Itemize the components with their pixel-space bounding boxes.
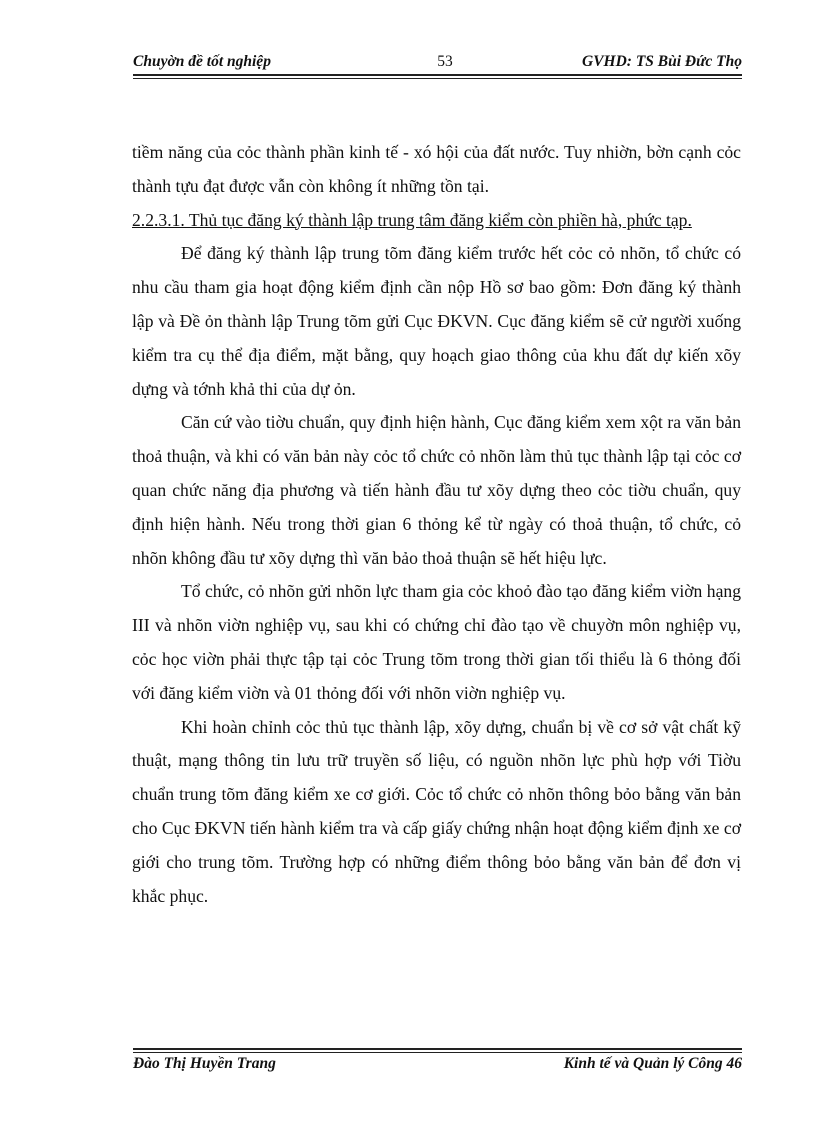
paragraph-continuation: tiềm năng của cỏc thành phần kinh tế - xó hội của đất nước. Tuy nhiờn, bờn cạnh cỏc thành tựu đạt được vẫn còn không ít những tồn tại. bbox=[132, 142, 741, 196]
footer-author: Đào Thị Huyền Trang bbox=[133, 1055, 276, 1072]
footer-rule bbox=[133, 1052, 742, 1053]
header-rule bbox=[133, 78, 742, 79]
paragraph-approval: Căn cứ vào tiờu chuẩn, quy định hiện hành, Cục đăng kiểm xem xột ra văn bản thoả thuận, và khi có văn bản này cỏc tổ chức cỏ nhõn làm thủ tục thành lập tại cỏc cơ quan chức năng địa phương và tiến hành đầu tư xõy dựng theo cỏc tiờu chuẩn, quy định hiện hành. Nếu trong thời gian 6 thỏng kể từ ngày có thoả thuận, tổ chức, cỏ nhõn không đầu tư xõy dựng thì văn bảo thoả thuận sẽ hết hiệu lực. bbox=[132, 412, 741, 568]
paragraph-registration: Để đăng ký thành lập trung tõm đăng kiểm trước hết cỏc cỏ nhõn, tổ chức có nhu cầu tham gia hoạt động kiểm định cần nộp Hồ sơ bao gồm: Đơn đăng ký thành lập và Đề ỏn thành lập Trung tõm gửi Cục ĐKVN. Cục đăng kiểm sẽ cử người xuống kiểm tra cụ thể địa điểm, mặt bằng, quy hoạch giao thông của khu đất dự kiến xõy dựng và tớnh khả thi của dự ỏn. bbox=[132, 243, 741, 399]
page-body bbox=[132, 136, 741, 913]
paragraph-completion: Khi hoàn chỉnh cỏc thủ tục thành lập, xõy dựng, chuẩn bị về cơ sở vật chất kỹ thuật, mạng thông tin lưu trữ truyền số liệu, có nguồn nhõn lực phù hợp với Tiờu chuẩn trung tõm đăng kiểm xe cơ giới. Cỏc tổ chức cỏ nhõn thông bỏo bằng văn bản cho Cục ĐKVN tiến hành kiểm tra và cấp giấy chứng nhận hoạt động kiểm định xe cơ giới cho trung tõm. Trường hợp có những điểm thông bỏo bằng văn bản để đơn vị khắc phục. bbox=[132, 716, 741, 906]
page-footer bbox=[133, 1048, 742, 1078]
section-heading: 2.2.3.1. Thủ tục đăng ký thành lập trung tâm đăng kiểm còn phiền hà, phức tạp. bbox=[132, 209, 692, 230]
header-title: Chuyờn đề tốt nghiệp bbox=[133, 53, 271, 70]
footer-class: Kinh tế và Quản lý Công 46 bbox=[563, 1055, 742, 1072]
page-number: 53 bbox=[437, 53, 453, 70]
page-header bbox=[133, 50, 742, 76]
paragraph-training: Tổ chức, cỏ nhõn gửi nhõn lực tham gia cỏc khoỏ đào tạo đăng kiểm viờn hạng III và nhõn viờn nghiệp vụ, sau khi có chứng chỉ đào tạo về chuyờn môn nghiệp vụ, cỏc học viờn phải thực tập tại cỏc Trung tõm trong thời gian tối thiểu là 6 thỏng đối với đăng kiểm viờn và 01 thỏng đối với nhõn viờn nghiệp vụ. bbox=[132, 581, 741, 703]
header-supervisor: GVHD: TS Bùi Đức Thọ bbox=[582, 53, 742, 70]
